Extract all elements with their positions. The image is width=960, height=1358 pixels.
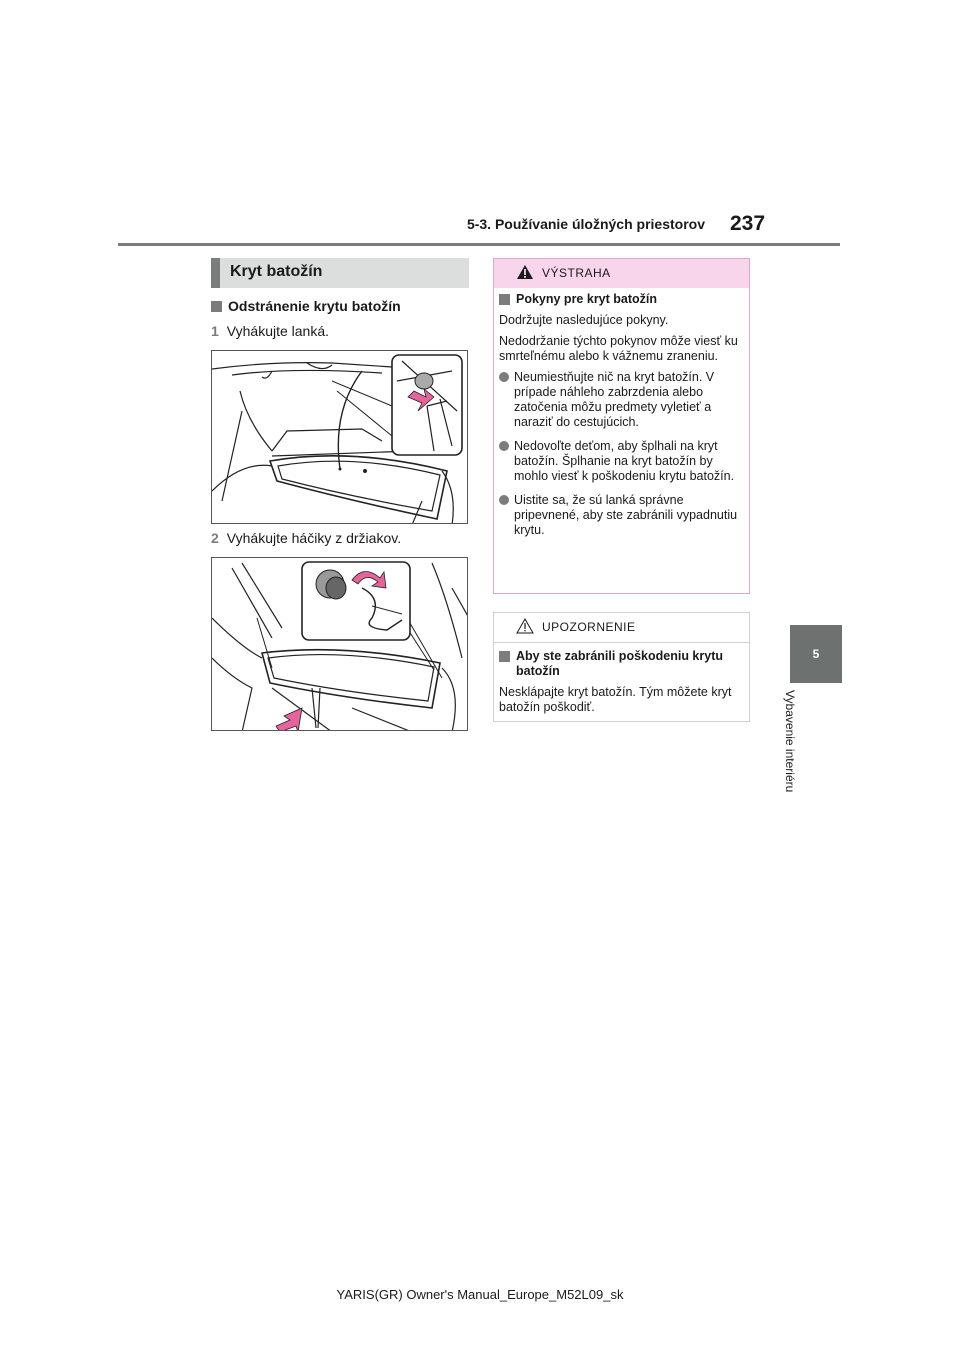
notice-header <box>494 613 749 643</box>
subheading-removal <box>211 298 401 314</box>
chapter-side-label <box>775 690 811 820</box>
warning-subheading-text: Pokyny pre kryt batožín <box>516 292 658 306</box>
step-number: 1 <box>211 323 219 339</box>
subheading-text: Odstránenie krytu batožín <box>228 298 401 314</box>
step-2 <box>211 530 401 546</box>
warning-paragraph: Nedodržanie týchto pokynov môže viesť ku smrteľnému alebo k vážnemu zraneniu. <box>499 334 738 363</box>
circle-bullet-icon <box>499 441 509 451</box>
notice-subheading <box>499 649 742 679</box>
notice-box <box>493 612 750 722</box>
trunk-cover-hooks-illustration <box>212 558 468 731</box>
warning-paragraph: Dodržujte nasledujúce pokyny. <box>499 313 669 327</box>
chapter-label-text: Vybavenie interiéru <box>783 690 797 793</box>
header-divider <box>118 243 840 246</box>
figure-unhook-hooks <box>211 557 468 731</box>
warning-triangle-icon <box>516 264 534 280</box>
circle-bullet-icon <box>499 372 509 382</box>
warning-bullet <box>499 370 742 430</box>
step-1 <box>211 323 329 339</box>
warning-body <box>494 288 749 538</box>
footer-manual-id: YARIS(GR) Owner's Manual_Europe_M52L09_sk <box>336 1287 624 1302</box>
warning-bullet-text: Uistite sa, že sú lanká správne pripevnené, aby ste zabránili vypadnutiu krytu. <box>514 493 738 537</box>
trunk-cover-cords-illustration <box>212 351 468 524</box>
warning-box <box>493 258 750 594</box>
notice-title: UPOZORNENIE <box>542 620 636 634</box>
warning-bullet <box>499 493 742 538</box>
running-header-title: 5-3. Používanie úložných priestorov <box>466 216 705 232</box>
section-title: Kryt batožín <box>230 263 323 280</box>
square-bullet-icon <box>499 294 510 305</box>
step-text: Vyhákujte háčiky z držiakov. <box>226 530 402 546</box>
step-number: 2 <box>211 530 219 546</box>
warning-bullet-text: Nedovoľte deťom, aby šplhali na kryt batožín. Šplhanie na kryt batožín by mohlo viesť k poškodeniu krytu batožín. <box>514 439 735 483</box>
caution-triangle-icon <box>516 618 534 634</box>
notice-paragraph: Nesklápajte kryt batožín. Tým môžete kryt batožín poškodiť. <box>499 685 732 714</box>
figure-unhook-cords <box>211 350 468 524</box>
arrow-icon <box>276 708 302 731</box>
notice-subheading-text: Aby ste zabránili poškodeniu krytu batožín <box>516 649 723 678</box>
page-number: 237 <box>730 212 766 235</box>
notice-body <box>494 643 749 715</box>
warning-title: VÝSTRAHA <box>542 266 611 280</box>
step-text: Vyhákujte lanká. <box>226 323 330 339</box>
square-bullet-icon <box>211 301 222 312</box>
section-title-bar <box>211 258 469 288</box>
warning-bullet <box>499 439 742 484</box>
circle-bullet-icon <box>499 495 509 505</box>
warning-subheading <box>499 292 742 307</box>
warning-header <box>494 259 749 288</box>
chapter-number-tab: 5 <box>790 625 842 683</box>
square-bullet-icon <box>499 651 510 662</box>
warning-bullet-text: Neumiestňujte nič na kryt batožín. V prípade náhleho zabrzdenia alebo zatočenia môžu predmety vyletieť a naraziť do cestujúcich. <box>514 370 715 429</box>
